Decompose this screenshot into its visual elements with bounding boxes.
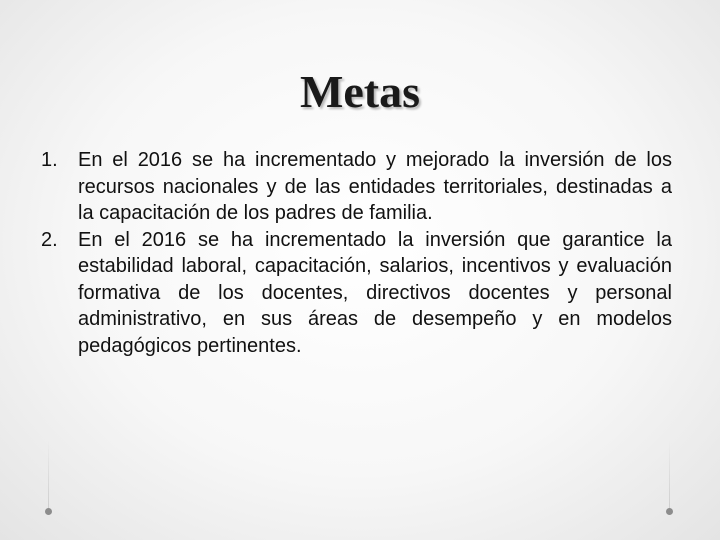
slide-title: Metas xyxy=(299,66,421,117)
list-item-number: 1. xyxy=(41,149,58,171)
decorative-dot-left-icon xyxy=(45,508,52,515)
list-item xyxy=(38,227,672,360)
decorative-dot-right-icon xyxy=(666,508,673,515)
decorative-line-right xyxy=(669,440,670,508)
list-item xyxy=(38,147,672,227)
list-item-text: En el 2016 se ha incrementado la inversión que garantice la estabilidad laboral, capacitación, salarios, incentivos y evaluación formativa de los docentes, directivos docentes y personal administrativo, en sus áreas de desempeño y en modelos pedagógicos pertinentes. xyxy=(78,228,672,357)
list-item-text: En el 2016 se ha incrementado y mejorado la inversión de los recursos nacionales y de las entidades territoriales, destinadas a la capacitación de los padres de familia. xyxy=(78,149,672,224)
goals-list xyxy=(38,147,672,359)
list-item-number: 2. xyxy=(41,228,58,251)
decorative-line-left xyxy=(48,440,49,508)
